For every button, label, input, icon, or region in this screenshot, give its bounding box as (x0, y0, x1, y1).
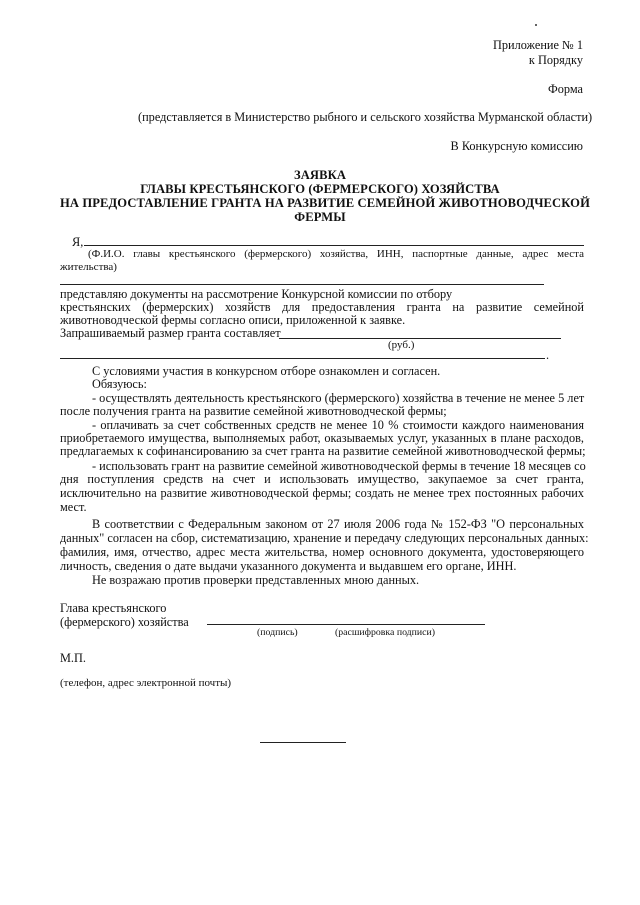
obligation-1-line-1: - осуществлять деятельность крестьянского (фермерского) хозяйства в течение не менее 5 лет (92, 391, 585, 405)
verification-consent: Не возражаю против проверки представленных мною данных. (92, 573, 420, 587)
submission-line-1: представляю документы на рассмотрение Конкурсной комиссии по отбору (60, 287, 453, 301)
stamp-place: М.П. (60, 651, 86, 665)
form-label: Форма (548, 82, 583, 96)
applicant-hint-line-2: жительства) (60, 261, 117, 273)
consent-line-3: фамилия, имя, отчество, адрес места жительства, номер основного документа, удостоверяющего (60, 545, 584, 559)
obligation-3-line-3: исключительно на развитие животноводческой фермы; создать не менее трех постоянных рабочих (60, 486, 584, 500)
title-line-3: НА ПРЕДОСТАВЛЕНИЕ ГРАНТА НА РАЗВИТИЕ СЕМЕЙНОЙ ЖИВОТНОВОДЧЕСКОЙ (60, 196, 590, 210)
addressee: В Конкурсную комиссию (450, 139, 583, 153)
grant-period: . (546, 348, 550, 362)
to-procedure-label: к Порядку (528, 53, 583, 67)
appendix-label: Приложение № 1 (492, 38, 583, 52)
applicant-hint-line-1: (Ф.И.О. главы крестьянского (фермерского) хозяйства, ИНН, паспортные данные, адрес места (88, 248, 584, 260)
conditions-agreement: С условиями участия в конкурсном отборе ознакомлен и согласен. (92, 364, 441, 378)
consent-line-1: В соответствии с Федеральным законом от 27 июля 2006 года № 152-ФЗ "О персональных (92, 517, 584, 531)
grant-unit: (руб.) (388, 339, 415, 351)
applicant-name-line[interactable] (84, 245, 584, 246)
obligation-2-line-1: - оплачивать за счет собственных средств не менее 10 % стоимости каждого наименования (92, 418, 584, 432)
obligation-3-line-1: - использовать грант на развитие семейной животноводческой фермы в течение 18 месяцев со (92, 459, 586, 473)
head-label-line-2: (фермерского) хозяйства (60, 615, 189, 629)
obligation-3-line-2: дня поступления средств на счет и использовать имущество, закупаемое за счет гранта, (60, 472, 584, 486)
head-label-line-1: Глава крестьянского (60, 601, 167, 615)
title-line-1: ЗАЯВКА (293, 168, 347, 182)
obligation-3-line-4: мест. (60, 500, 87, 514)
signature-caption: (подпись) (257, 627, 298, 638)
decoding-caption: (расшифровка подписи) (335, 627, 436, 638)
obligation-1-line-2: после получения гранта на развитие семейной животноводческой фермы; (60, 404, 447, 418)
title-line-2: ГЛАВЫ КРЕСТЬЯНСКОГО (ФЕРМЕРСКОГО) ХОЗЯЙСТВА (140, 182, 500, 196)
scan-speck (535, 24, 537, 26)
submission-line-3: животноводческой фермы согласно описи, приложенной к заявке. (60, 313, 406, 327)
applicant-extra-line[interactable] (60, 284, 544, 285)
grant-amount-label: Запрашиваемый размер гранта составляет (60, 326, 281, 340)
obligations-heading: Обязуюсь: (92, 377, 147, 391)
consent-line-4: личность, сведения о дате выдачи указанного документа и выдавшем его органе, ИНН. (60, 559, 517, 573)
title-line-4: ФЕРМЫ (294, 210, 346, 224)
submitted-to-note: (представляется в Министерство рыбного и сельского хозяйства Мурманской области) (138, 110, 593, 124)
contact-note: (телефон, адрес электронной почты) (60, 677, 232, 689)
signature-line[interactable] (207, 624, 485, 625)
obligation-2-line-3: предлагаемых к софинансированию за счет гранта на развитие семейной животноводческой фермы; (60, 444, 586, 458)
obligation-2-line-2: приобретаемого имущества, выполняемых работ, оказываемых услуг, указанных в плане расходов, (60, 431, 584, 445)
grant-amount-line[interactable] (279, 338, 561, 339)
consent-line-2: данных" согласен на сбор, систематизацию, хранение и передачу следующих персональных данных: (60, 531, 589, 545)
end-rule (260, 742, 346, 743)
submission-line-2: крестьянских (фермерских) хозяйств для предоставления гранта на развитие семейной (60, 300, 584, 314)
applicant-prefix: Я, (72, 235, 84, 249)
grant-words-line[interactable] (60, 358, 545, 359)
